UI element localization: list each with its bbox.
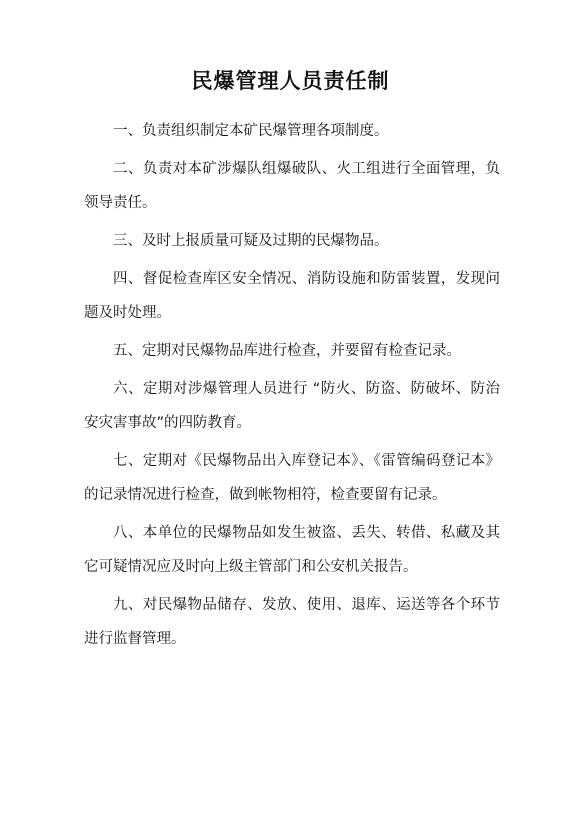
clause-3: 三、及时上报质量可疑及过期的民爆物品。 — [113, 233, 389, 249]
clause-9: 九、对民爆物品储存、发放、使用、退库、运送等各个环节进行监督管理。 — [84, 597, 500, 647]
clause-5: 五、定期对民爆物品库进行检查，并要留有检查记录。 — [113, 343, 461, 359]
clause-4: 四、督促检查库区安全情况、消防设施和防雷装置，发现问题及时处理。 — [84, 271, 500, 321]
clause-list — [84, 114, 500, 660]
clause-8: 八、本单位的民爆物品如发生被盗、丢失、转借、私藏及其它可疑情况应及时向上级主管部门和公安机关报告。 — [84, 525, 500, 575]
clause-7: 七、定期对《民爆物品出入库登记本》、《雷管编码登记本》的记录情况进行检查，做到帐物相符，检查要留有记录。 — [84, 453, 500, 503]
clause-1: 一、负责组织制定本矿民爆管理各项制度。 — [113, 123, 389, 139]
clause-2: 二、负责对本矿涉爆队组爆破队、火工组进行全面管理，负领导责任。 — [84, 161, 500, 211]
clause-6: 六、定期对涉爆管理人员进行 “防火、防盗、防破坏、防治安灾害事故”的四防教育。 — [84, 381, 500, 431]
document-title: 民爆管理人员责任制 — [191, 68, 390, 93]
